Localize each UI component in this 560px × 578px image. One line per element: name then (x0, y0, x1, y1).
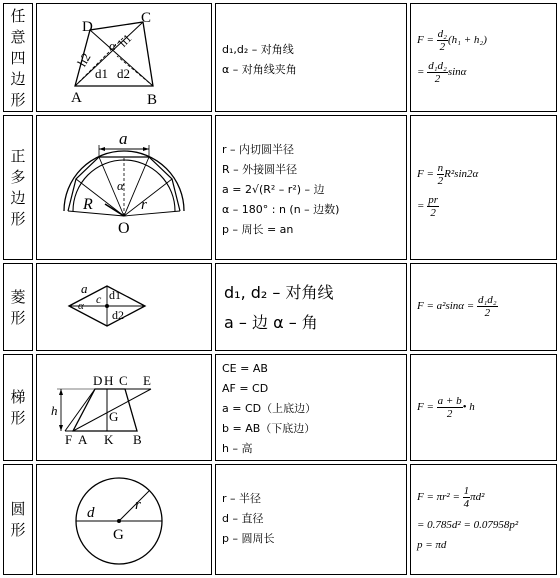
rhombus-figure (37, 264, 210, 349)
row5-formula-line1: F = πr² = $\frac{1}{4}$ πd² (417, 485, 485, 510)
definition-line: CE = AB (222, 362, 268, 375)
quadrilateral-figure (37, 4, 210, 110)
circle-figure (37, 465, 210, 573)
row2-definitions (222, 140, 339, 240)
row3-formula-cell (410, 263, 557, 351)
row2-shape-name: 正 多 边 形 (10, 147, 26, 228)
row2-name-cell (3, 115, 33, 260)
label-c: c (96, 292, 102, 306)
fraction: $\frac{pr}{2}$ (428, 194, 438, 219)
fraction: $\frac{\text{d₂}}{2}$ (437, 28, 447, 53)
label-h1: h1 (115, 31, 135, 50)
row3-name-cell (3, 263, 33, 351)
row1-definitions (222, 40, 297, 80)
label-K: K (104, 432, 114, 447)
label-F: F (65, 432, 73, 447)
row1-formula-cell (410, 3, 557, 112)
row5-definition-cell (215, 464, 407, 575)
row4-definitions (222, 359, 316, 459)
definition-line: a = 2√(R² – r²) – 边 (222, 183, 325, 196)
row1-formula-line1: F = $\frac{\text{d₂}}{2}$ (h₁ + h₂) (417, 28, 487, 53)
row2-formula-cell (410, 115, 557, 260)
label-alpha: α (78, 300, 84, 312)
row4-name-cell (3, 354, 33, 461)
label-alpha: α (109, 38, 116, 53)
definition-line: r – 内切圆半径 (222, 143, 295, 156)
label-D: D (82, 19, 93, 35)
definition-line: a = CD（上底边） (222, 402, 317, 415)
label-alpha: α (117, 178, 124, 193)
label-B: B (133, 432, 142, 447)
row2-formula-line2: = $\frac{pr}{2}$ (417, 194, 438, 219)
label-d: d (87, 505, 95, 521)
row4-formula-line1: F = $\frac{a + b}{2}$ • h (417, 395, 475, 420)
label-D: D (93, 373, 103, 388)
row5-definitions (222, 489, 274, 549)
label-d2: d2 (112, 308, 124, 322)
definition-line: p – 圆周长 (222, 532, 275, 545)
row3-formula-line1: F = a²sinα = $\frac{\text{d₁d₂}}{2}$ (417, 294, 497, 319)
trapezoid-figure (37, 355, 210, 459)
definition-line: AF = CD (222, 382, 269, 395)
row3-definitions (224, 278, 334, 338)
label-A: A (71, 90, 82, 106)
fraction: $\frac{n}{2}$ (437, 162, 444, 187)
regular-polygon-figure (37, 116, 210, 258)
row2-figure-cell (36, 115, 212, 260)
row1-figure-cell (36, 3, 212, 112)
label-C: C (141, 10, 152, 26)
definition-line: b = AB（下底边） (222, 422, 316, 435)
row1-name-cell (3, 3, 33, 112)
label-E: E (143, 373, 151, 388)
definition-line: d – 直径 (222, 512, 264, 525)
label-r: r (141, 197, 147, 213)
row5-shape-name: 圆 形 (10, 500, 26, 539)
label-h2: h2 (74, 50, 94, 69)
label-A: A (78, 432, 88, 447)
fraction: $\frac{a + b}{2}$ (437, 395, 462, 420)
row3-figure-cell (36, 263, 212, 351)
definition-line: d₁, d₂ – 对角线 (224, 283, 334, 302)
label-O: O (118, 220, 130, 237)
label-G: G (113, 527, 124, 543)
row1-definition-cell (215, 3, 407, 112)
definition-line: α – 对角线夹角 (222, 63, 297, 76)
row5-formula-cell (410, 464, 557, 575)
row5-figure-cell (36, 464, 212, 575)
label-R: R (83, 196, 93, 213)
row3-definition-cell (215, 263, 407, 351)
row4-formula-cell (410, 354, 557, 461)
definition-line: r – 半径 (222, 492, 262, 505)
label-a: a (81, 281, 88, 296)
label-d2: d2 (117, 66, 130, 81)
label-h: h (51, 403, 58, 418)
row5-formula-line2: = 0.785d² = 0.07958p² (417, 519, 519, 531)
row1-formula-line2: = $\frac{\text{d₁d₂}}{2}$ sinα (417, 60, 467, 85)
label-H: H (104, 373, 114, 388)
definition-line: h – 高 (222, 442, 253, 455)
row4-definition-cell (215, 354, 407, 461)
row2-definition-cell (215, 115, 407, 260)
row1-shape-name: 任 意 四 边 形 (10, 7, 26, 109)
label-r: r (135, 497, 141, 513)
fraction: $\frac{1}{4}$ (463, 485, 470, 510)
definition-line: a – 边 α – 角 (224, 313, 318, 332)
row5-formula-line3: p = πd (417, 539, 447, 551)
label-G: G (109, 409, 119, 424)
label-d1: d1 (95, 66, 108, 81)
row4-shape-name: 梯 形 (10, 388, 26, 427)
label-B: B (147, 92, 158, 108)
label-d1: d1 (109, 288, 121, 302)
row2-formula-line1: F = $\frac{n}{2}$ R²sin2α (417, 162, 479, 187)
row3-shape-name: 菱 形 (10, 288, 26, 327)
row5-name-cell (3, 464, 33, 575)
definition-line: d₁,d₂ – 对角线 (222, 43, 294, 56)
label-a: a (119, 129, 128, 148)
row4-figure-cell (36, 354, 212, 461)
definition-line: p – 周长 = an (222, 223, 294, 236)
fraction: $\frac{\text{d₁d₂}}{2}$ (477, 294, 497, 319)
definition-line: R – 外接圆半径 (222, 163, 298, 176)
fraction: $\frac{\text{d₁d₂}}{2}$ (428, 60, 447, 85)
label-C: C (119, 373, 128, 388)
definition-line: α – 180° : n (n – 边数) (222, 203, 340, 216)
